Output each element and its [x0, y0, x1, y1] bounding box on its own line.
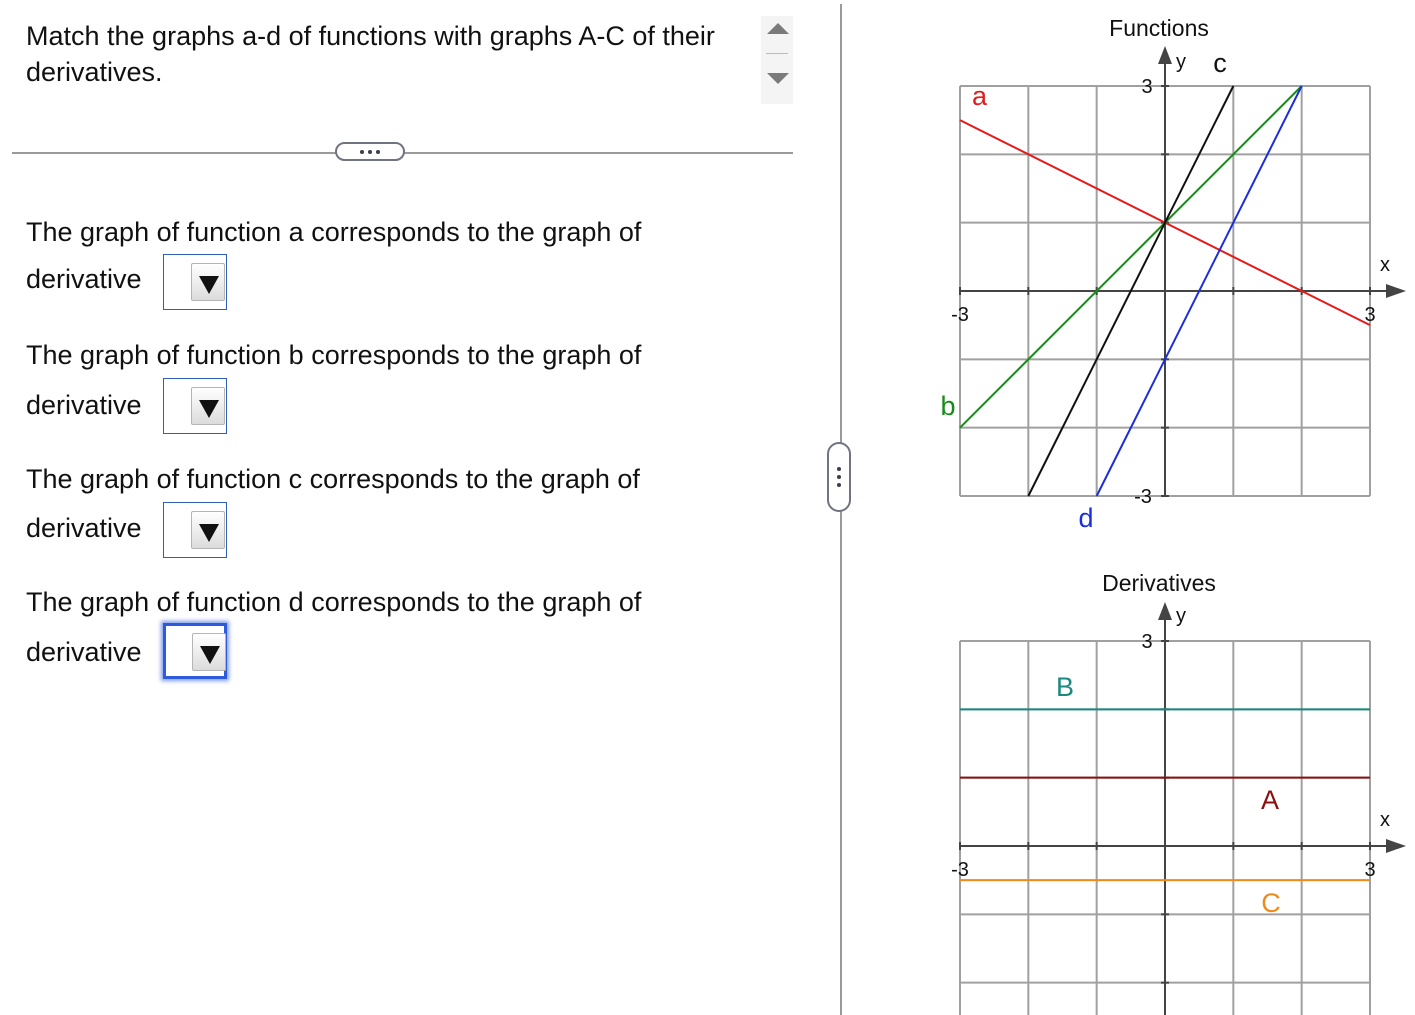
x-tick-label-min: -3	[951, 859, 969, 881]
x-tick-label-max: 3	[1364, 859, 1376, 881]
derivatives-chart	[951, 570, 1406, 1015]
match-derivative-label: derivative	[26, 390, 142, 420]
y-axis-arrow-icon	[1158, 46, 1172, 64]
x-axis-label: x	[1380, 254, 1390, 276]
series-label-C: C	[1261, 888, 1281, 918]
match-prompt: The graph of function c corresponds to the graph of	[26, 464, 640, 494]
series-label-a: a	[972, 81, 988, 111]
y-axis-label: y	[1176, 605, 1186, 627]
match-prompt: The graph of function d corresponds to the graph of	[26, 587, 642, 617]
series-line-b	[960, 86, 1302, 428]
x-axis-arrow-icon	[1386, 284, 1406, 298]
x-tick-label-min: -3	[951, 304, 969, 326]
functions-chart	[940, 15, 1406, 533]
match-prompt: The graph of function b corresponds to the graph of	[26, 340, 642, 370]
match-derivative-label: derivative	[26, 264, 142, 294]
y-tick-label-max: 3	[1141, 631, 1153, 653]
y-axis-arrow-icon	[1158, 602, 1172, 620]
series-label-d: d	[1078, 503, 1094, 533]
match-derivative-label: derivative	[26, 637, 142, 667]
match-derivative-label: derivative	[26, 513, 142, 543]
series-label-c: c	[1213, 48, 1227, 78]
x-axis-arrow-icon	[1386, 839, 1406, 853]
chart-title: Derivatives	[1102, 570, 1216, 596]
series-label-B: B	[1055, 672, 1075, 702]
series-label-b: b	[940, 391, 956, 421]
match-prompt: The graph of function a corresponds to the graph of	[26, 217, 642, 247]
y-tick-label-max: 3	[1141, 76, 1153, 98]
y-axis-label: y	[1176, 51, 1186, 73]
chart-title: Functions	[1109, 15, 1209, 41]
x-axis-label: x	[1380, 809, 1390, 831]
x-tick-label-max: 3	[1364, 304, 1376, 326]
question-text: Match the graphs a-d of functions with graphs A-C of their derivatives.	[26, 21, 715, 87]
y-tick-label-min: -3	[1134, 486, 1152, 508]
series-label-A: A	[1260, 785, 1280, 815]
